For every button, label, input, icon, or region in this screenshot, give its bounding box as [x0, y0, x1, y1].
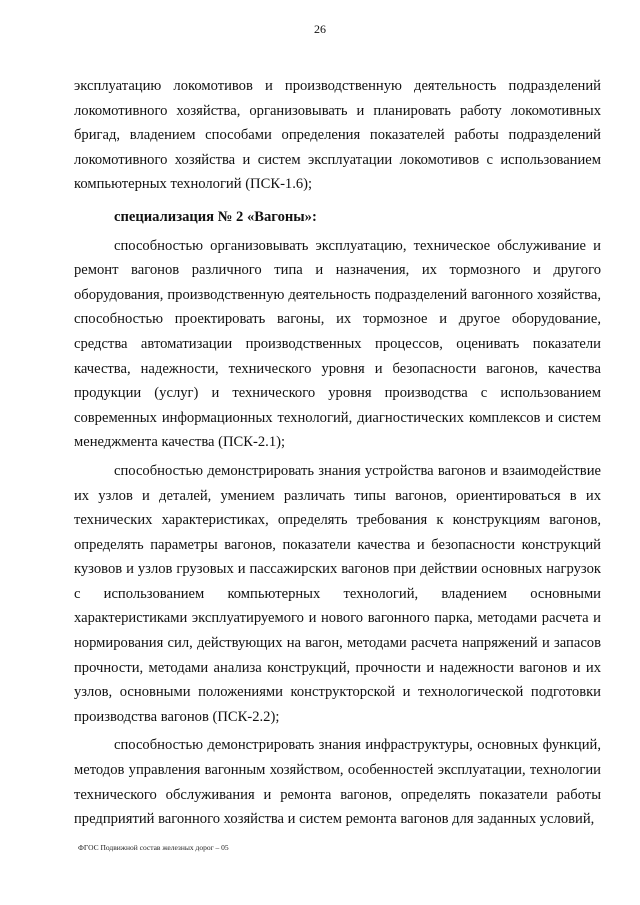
page-footer: ФГОС Подвижной состав железных дорог – 05: [78, 843, 229, 852]
paragraph-psk-2-3: способностью демонстрировать знания инфраструктуры, основных функций, методов управления вагонным хозяйством, особенностей эксплуатации, технологии технического обслуживания и ремонта вагонов, определять показатели работы предприятий вагонного хозяйства и систем ремонта вагонов для заданных условий,: [74, 737, 601, 828]
document-body: [74, 74, 601, 832]
paragraph-psk-1-6: эксплуатацию локомотивов и производственную деятельность подразделений локомотивного хозяйства, организовывать и планировать работу локомотивных бригад, владением способами определения показателей работы подразделений локомотивного хозяйства и систем эксплуатации локомотивов с использованием компьютерных технологий (ПСК-1.6);: [74, 78, 601, 193]
page-number: 26: [314, 22, 326, 36]
section-heading-wagons: специализация № 2 «Вагоны»:: [114, 208, 317, 225]
paragraph-psk-2-2: способностью демонстрировать знания устройства вагонов и взаимодействие их узлов и деталей, умением различать типы вагонов, ориентироваться в их технических характеристиках, определять требования к конструкциям вагонов, определять параметры вагонов, показатели качества и безопасности конструкций кузовов и узлов грузовых и пассажирских вагонов при действии основных нагрузок с использованием компьютерных технологий, владением основными характеристиками эксплуатируемого и нового вагонного парка, методами расчета и нормирования сил, действующих на вагон, методами расчета напряжений и запасов прочности, методами анализа конструкций, прочности и надежности вагонов и их узлов, основными положениями конструкторской и технологической подготовки производства вагонов (ПСК-2.2);: [74, 462, 601, 725]
paragraph-psk-2-1: способностью организовывать эксплуатацию, техническое обслуживание и ремонт вагонов различного типа и назначения, их тормозного и другого оборудования, производственную деятельность подразделений вагонного хозяйства, способностью проектировать вагоны, их тормозное и другое оборудование, средства автоматизации производственных процессов, оценивать показатели качества, надежности, технического уровня и безопасности вагонов, качества продукции (услуг) и технического уровня производства с использованием современных информационных технологий, диагностических комплексов и систем менеджмента качества (ПСК-2.1);: [74, 237, 601, 451]
